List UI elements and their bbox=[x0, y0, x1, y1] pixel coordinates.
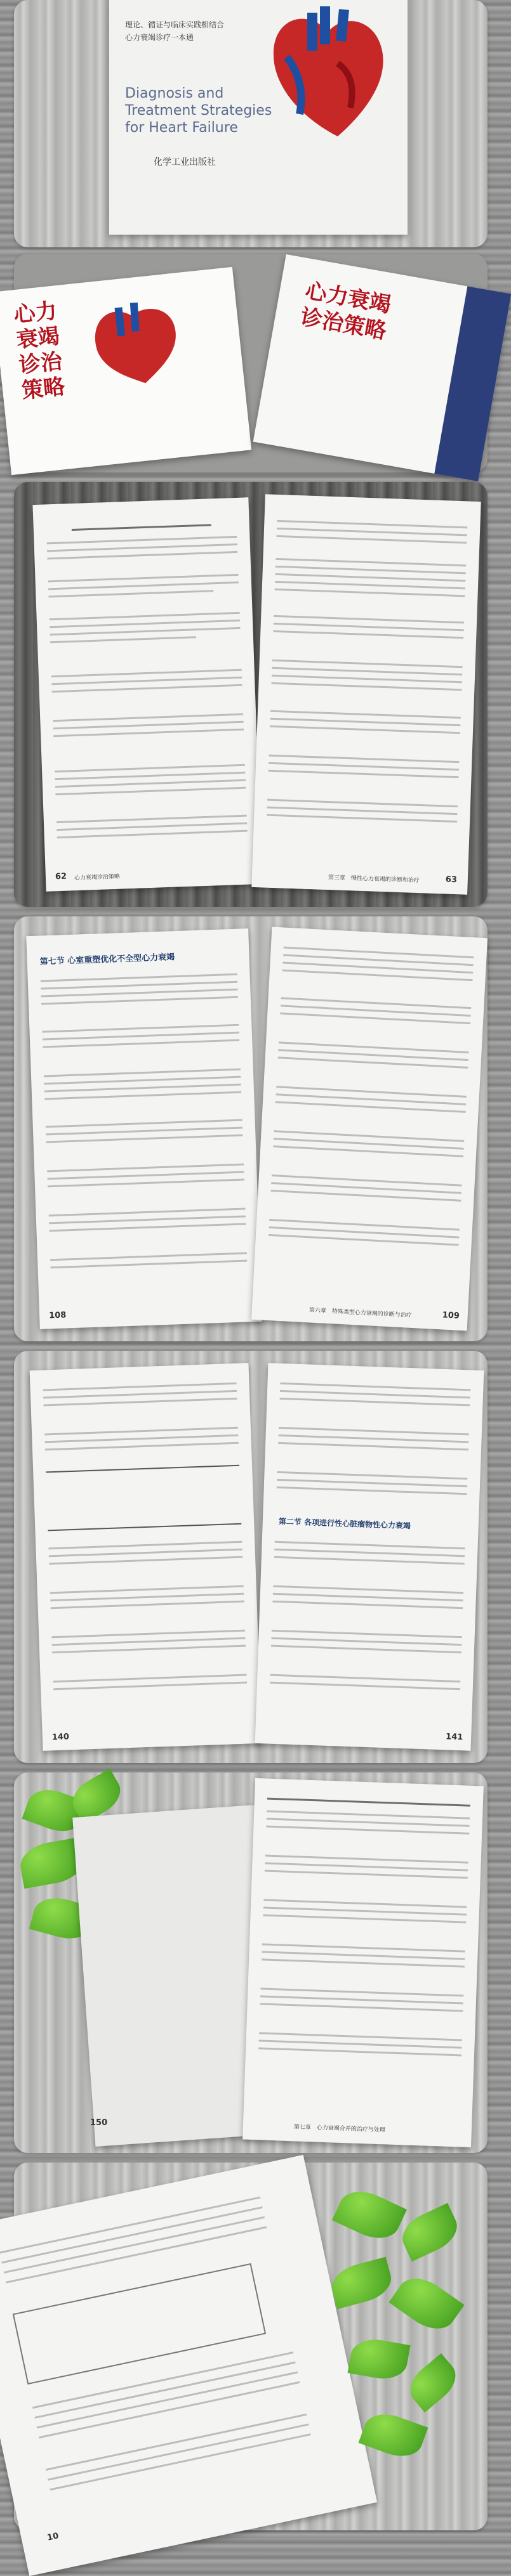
heart-illustration-small bbox=[83, 298, 187, 390]
left-page-number-5: 10 bbox=[46, 2531, 60, 2543]
left-page-number-2: 108 bbox=[48, 1310, 67, 1321]
book-photos bbox=[14, 254, 488, 472]
book-cover-right bbox=[253, 254, 511, 481]
spread-photo-3 bbox=[14, 1351, 488, 1763]
right-page-footer-4: 第七章 心力衰竭合并的治疗与处理 bbox=[293, 2124, 385, 2134]
table-block bbox=[46, 1465, 241, 1532]
right-page-2 bbox=[251, 927, 488, 1331]
heart-illustration bbox=[268, 6, 388, 140]
left-page-3 bbox=[30, 1363, 262, 1751]
spread-photo-1 bbox=[14, 482, 488, 907]
publisher-name: 化学工业出版社 bbox=[154, 157, 216, 167]
section-heading-2: 第七节 心室重塑优化不全型心力衰竭 bbox=[39, 953, 175, 967]
cover-english-title-line2: Treatment Strategies bbox=[125, 103, 272, 119]
cover-subtitle-line2: 心力衰竭诊疗一本通 bbox=[125, 33, 194, 42]
cover-english-title-line1: Diagnosis and bbox=[125, 86, 224, 101]
book-title-right: 心力衰竭诊治策略 bbox=[298, 278, 393, 344]
right-page-4 bbox=[242, 1778, 484, 2147]
right-page-number-3: 141 bbox=[445, 1732, 463, 1743]
spread-photo-4 bbox=[14, 1773, 488, 2153]
spread-photo-2 bbox=[14, 916, 488, 1341]
left-page-number: 62 bbox=[55, 871, 67, 882]
book-cover bbox=[109, 0, 408, 235]
left-page-number-4: 150 bbox=[90, 2118, 108, 2128]
book-cover-left bbox=[0, 267, 251, 475]
right-page-number-2: 109 bbox=[442, 1310, 460, 1321]
left-page-1 bbox=[32, 497, 262, 891]
book-title-left: 心力衰竭诊治策略 bbox=[12, 298, 67, 404]
right-page-footer: 第三章 慢性心力衰竭的诊断和治疗 bbox=[328, 875, 420, 885]
right-page-3 bbox=[255, 1363, 484, 1751]
left-page-number-3: 140 bbox=[51, 1732, 70, 1743]
cover-subtitle-line1: 理论、循证与临床实践相结合 bbox=[125, 20, 225, 29]
right-page-number: 63 bbox=[445, 875, 458, 885]
cover-photo bbox=[14, 0, 488, 247]
plant-right bbox=[312, 2175, 484, 2530]
spread-photo-5 bbox=[14, 2163, 488, 2543]
left-page-2 bbox=[26, 928, 262, 1329]
spine-band bbox=[434, 286, 511, 481]
left-page-footer: 心力衰竭诊治策略 bbox=[74, 873, 121, 882]
section-heading-3: 第二节 各项进行性心脏瘤物性心力衰竭 bbox=[278, 1516, 411, 1531]
cover-english-title-line3: for Heart Failure bbox=[125, 120, 238, 136]
right-page-1 bbox=[251, 494, 481, 894]
right-page-footer-2: 第六章 特殊类型心力衰竭的诊断与治疗 bbox=[309, 1307, 412, 1319]
